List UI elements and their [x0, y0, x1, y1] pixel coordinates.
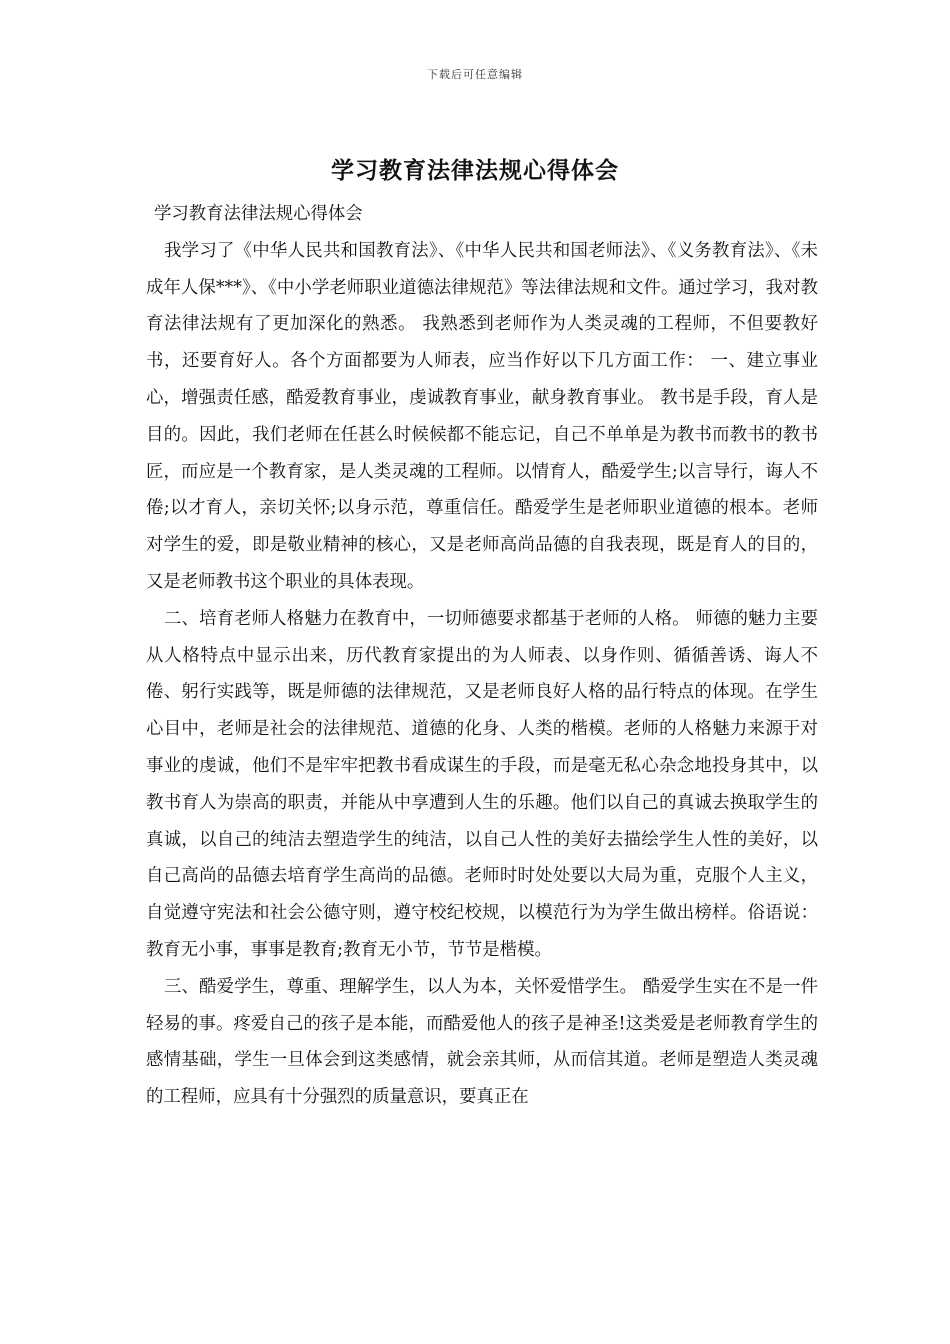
paragraph-1: 我学习了《中华人民共和国教育法》、《中华人民共和国老师法》、《义务教育法》、《未成年人保***》、《中小学老师职业道德法律规范》等法律法规和文件。通过学习，我对教育法律法规有了更加深化的熟悉。 我熟悉到老师作为人类灵魂的工程师，不但要教好书，还要育好人。各个方面都要为人师表，应当作好以下几方面工作： 一、建立事业心，增强责任感，酷爱教育事业，虔诚教育事业，献身教育事业。 教书是手段，育人是目的。因此，我们老师在任甚么时候候都不能忘记，自己不单单是为教书而教书的教书匠，而应是一个教育家，是人类灵魂的工程师。以情育人，酷爱学生;以言导行，诲人不倦;以才育人，亲切关怀;以身示范，尊重信任。酷爱学生是老师职业道德的根本。老师对学生的爱，即是敬业精神的核心，又是老师高尚品德的自我表现，既是育人的目的，又是老师教书这个职业的具体表现。 — [146, 240, 818, 592]
document-body — [146, 196, 818, 1116]
paragraph-2: 二、培育老师人格魅力在教育中，一切师德要求都基于老师的人格。 师德的魅力主要从人格特点中显示出来，历代教育家提出的为人师表、以身作则、循循善诱、诲人不倦、躬行实践等，既是师德的法律规范，又是老师良好人格的品行特点的体现。在学生心目中，老师是社会的法律规范、道德的化身、人类的楷模。老师的人格魅力来源于对事业的虔诚，他们不是牢牢把教书看成谋生的手段，而是毫无私心杂念地投身其中，以教书育人为崇高的职责，并能从中享遭到人生的乐趣。他们以自己的真诚去换取学生的真诚，以自己的纯洁去塑造学生的纯洁，以自己人性的美好去描绘学生人性的美好，以自己高尚的品德去培育学生高尚的品德。老师时时处处要以大局为重，克服个人主义，自觉遵守宪法和社会公德守则，遵守校纪校规，以模范行为为学生做出榜样。俗语说：教育无小事，事事是教育;教育无小节，节节是楷模。 — [146, 608, 818, 960]
paragraph-3: 三、酷爱学生，尊重、理解学生，以人为本，关怀爱惜学生。 酷爱学生实在不是一件轻易的事。疼爱自己的孩子是本能，而酷爱他人的孩子是神圣!这类爱是老师教育学生的感情基础，学生一旦体会到这类感情，就会亲其师，从而信其道。老师是塑造人类灵魂的工程师，应具有十分强烈的质量意识，要真正在 — [146, 976, 818, 1108]
document-subtitle: 学习教育法律法规心得体会 — [154, 204, 363, 224]
document-title: 学习教育法律法规心得体会 — [331, 157, 619, 184]
header-note: 下载后可任意编辑 — [427, 68, 523, 81]
